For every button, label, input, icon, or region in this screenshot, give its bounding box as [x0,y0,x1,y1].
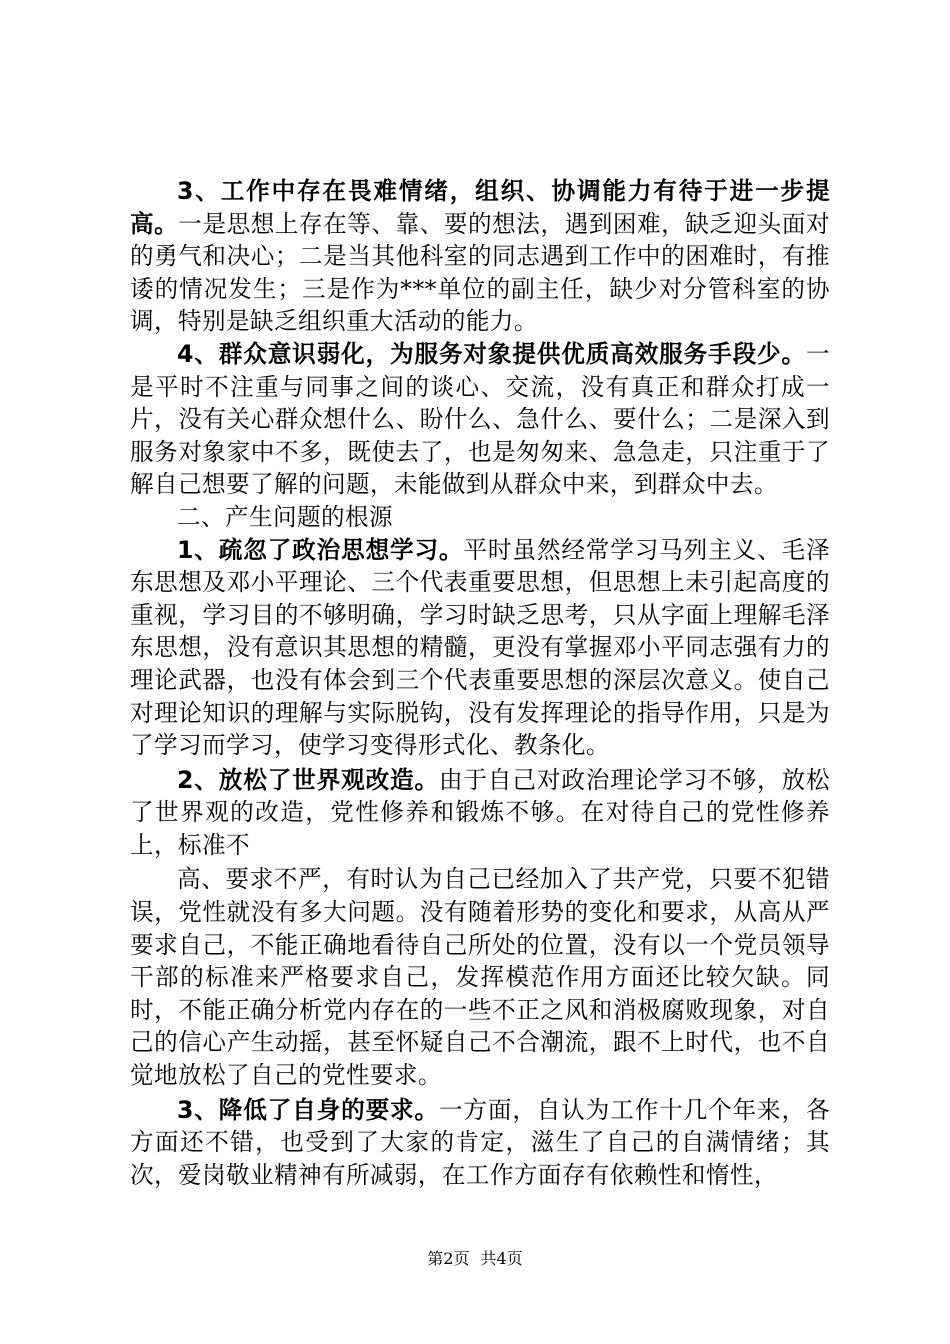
paragraph-text: 高、要求不严，有时认为自己已经加入了共产党，只要不犯错误，党性就没有多大问题。没有随着形势的变化和要求，从高从严要求自己，不能正确地看待自己所处的位置，没有以一个党员领导干部的标准来严格要求自己，发挥模范作用方面还比较欠缺。同时，不能正确分析党内存在的一些不正之风和消极腐败现象，对自己的信心产生动摇，甚至怀疑自己不合潮流，跟不上时代，也不自觉地放松了自己的党性要求。 [130,865,830,1090]
page-number: 第2页 [427,1249,470,1268]
paragraph-political-study [130,534,830,762]
paragraph-text: 一是平时不注重与同事之间的谈心、交流，没有真正和群众打成一片，没有关心群众想什么、盼什么、急什么、要什么；二是深入到服务对象家中不多，既使去了，也是匆匆来、急急走，只注重于了解自己想要了解的问题，未能做到从群众中来，到群众中去。 [130,339,830,499]
paragraph-text: 平时虽然经常学习马列主义、毛泽东思想及邓小平理论、三个代表重要思想，但思想上未引起高度的重视，学习目的不够明确，学习时缺乏思考，只从字面上理解毛泽东思想，没有意识其思想的精髓，更没有掌握邓小平同志强有力的理论武器，也没有体会到三个代表重要思想的深层次意义。使自己对理论知识的理解与实际脱钩，没有发挥理论的指导作用，只是为了学习而学习，使学习变得形式化、教条化。 [130,535,831,760]
paragraph-worldview-continued [130,863,830,1091]
page-total: 共4页 [480,1249,523,1268]
paragraph-heading: 4、群众意识弱化，为服务对象提供优质高效服务手段少。 [177,339,806,368]
paragraph-heading: 3、工作中存在畏难情绪，组织、协调能力有待于进一步提高。 [130,177,830,238]
section-heading-root-causes [130,501,830,534]
paragraph-heading: 2、放松了世界观改造。 [177,765,439,794]
section-heading-text: 二、产生问题的根源 [177,502,393,531]
paragraph-worldview [130,764,830,862]
paragraph-heading: 1、疏忽了政治思想学习。 [177,535,464,564]
document-body [130,175,830,1191]
paragraph-mass-awareness [130,338,830,501]
paragraph-heading: 3、降低了自身的要求。 [177,1095,439,1124]
paragraph-text: 一是思想上存在等、靠、要的想法，遇到困难，缺乏迎头面对的勇气和决心；二是当其他科室的同志遇到工作中的困难时，有推诿的情况发生；三是作为***单位的副主任，缺少对分管科室的协调，特别是缺乏组织重大活动的能力。 [130,209,830,336]
paragraph-self-requirements [130,1094,830,1192]
paragraph-work-attitude [130,175,830,338]
paragraph-text: 由于自己对政治理论学习不够，放松了世界观的改造，党性修养和锻炼不够。在对待自己的党性修养上，标准不 [130,765,830,859]
page-footer [0,1246,950,1269]
paragraph-text: 一方面，自认为工作十几个年来，各方面还不错，也受到了大家的肯定，滋生了自己的自满情绪；其次，爱岗敬业精神有所减弱，在工作方面存有依赖性和惰性， [130,1095,830,1189]
